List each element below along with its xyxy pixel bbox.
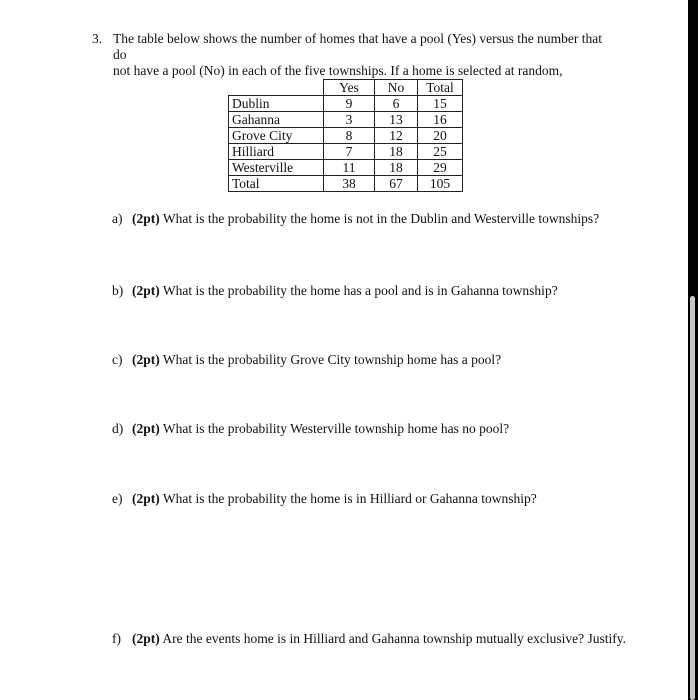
table-row xyxy=(229,128,463,144)
cell-no: 67 xyxy=(375,176,418,192)
row-label: Gahanna xyxy=(229,112,324,128)
cell-yes: 3 xyxy=(324,112,375,128)
part-points: (2pt) xyxy=(132,631,160,646)
part-points: (2pt) xyxy=(132,491,160,506)
row-label: Total xyxy=(229,176,324,192)
part-letter: a) xyxy=(112,211,123,226)
question-d xyxy=(112,421,509,437)
pool-table xyxy=(228,79,463,192)
part-text: What is the probability Grove City township home has a pool? xyxy=(162,352,502,367)
intro-line-1: The table below shows the number of homes that have a pool (Yes) versus the number that do xyxy=(113,31,603,62)
part-text: What is the probability the home has a pool and is in Gahanna township? xyxy=(162,283,558,298)
table-row xyxy=(229,144,463,160)
question-number: 3. xyxy=(92,31,103,46)
cell-no: 12 xyxy=(375,128,418,144)
cell-total: 16 xyxy=(418,112,463,128)
intro-line-2: not have a pool (No) in each of the five townships. If a home is selected at random, xyxy=(113,63,563,78)
header-total: Total xyxy=(418,80,463,96)
question-b xyxy=(112,283,558,299)
cell-total: 20 xyxy=(418,128,463,144)
cell-total: 25 xyxy=(418,144,463,160)
part-letter: b) xyxy=(112,283,124,298)
question-a xyxy=(112,211,599,227)
part-letter: f) xyxy=(112,631,121,646)
part-points: (2pt) xyxy=(132,283,160,298)
table-total-row xyxy=(229,176,463,192)
part-points: (2pt) xyxy=(132,421,160,436)
row-label: Dublin xyxy=(229,96,324,112)
table-header-row xyxy=(229,80,463,96)
cell-yes: 8 xyxy=(324,128,375,144)
question-e xyxy=(112,491,537,507)
part-text: Are the events home is in Hilliard and Gahanna township mutually exclusive? Justify. xyxy=(162,631,627,646)
question-intro xyxy=(113,31,613,79)
scrollbar-thumb[interactable] xyxy=(690,296,695,700)
part-points: (2pt) xyxy=(132,352,160,367)
part-points: (2pt) xyxy=(132,211,160,226)
header-yes: Yes xyxy=(324,80,375,96)
cell-yes: 7 xyxy=(324,144,375,160)
table-row xyxy=(229,96,463,112)
cell-no: 6 xyxy=(375,96,418,112)
part-letter: d) xyxy=(112,421,124,436)
part-text: What is the probability Westerville township home has no pool? xyxy=(162,421,510,436)
cell-total: 29 xyxy=(418,160,463,176)
cell-no: 18 xyxy=(375,160,418,176)
row-label: Grove City xyxy=(229,128,324,144)
row-label: Hilliard xyxy=(229,144,324,160)
header-no: No xyxy=(375,80,418,96)
part-letter: e) xyxy=(112,491,123,506)
row-label: Westerville xyxy=(229,160,324,176)
cell-total: 15 xyxy=(418,96,463,112)
part-text: What is the probability the home is in Hilliard or Gahanna township? xyxy=(162,491,537,506)
cell-yes: 38 xyxy=(324,176,375,192)
part-letter: c) xyxy=(112,352,123,367)
cell-yes: 9 xyxy=(324,96,375,112)
question-c xyxy=(112,352,501,368)
cell-no: 13 xyxy=(375,112,418,128)
cell-total: 105 xyxy=(418,176,463,192)
cell-yes: 11 xyxy=(324,160,375,176)
table-row xyxy=(229,160,463,176)
table-corner xyxy=(229,80,324,96)
question-f xyxy=(112,631,626,647)
cell-no: 18 xyxy=(375,144,418,160)
table-row xyxy=(229,112,463,128)
part-text: What is the probability the home is not in the Dublin and Westerville townships? xyxy=(162,211,600,226)
